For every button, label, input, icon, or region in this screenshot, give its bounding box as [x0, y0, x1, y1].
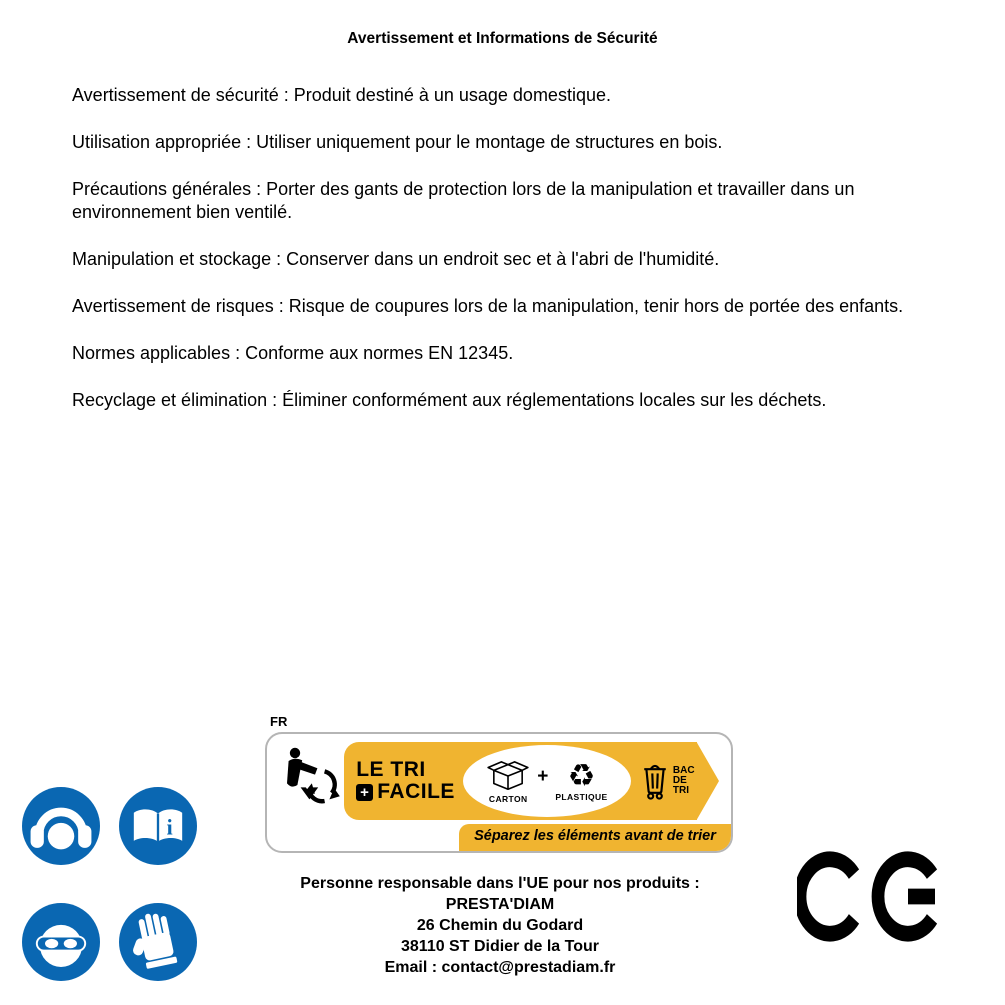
paragraph-appropriate-use: Utilisation appropriée : Utiliser uniquement pour le montage de structures en bois. — [72, 132, 723, 152]
carton-label: CARTON — [488, 793, 528, 804]
recycling-triangle-icon: ♻ — [567, 757, 596, 794]
tri-yellow-band — [344, 742, 696, 820]
tri-banner-box — [265, 732, 733, 853]
bin-word-tri: TRI — [672, 785, 690, 796]
safety-paragraphs — [72, 84, 934, 436]
wear-eye-protection-icon — [22, 903, 100, 981]
carton-material — [486, 759, 530, 804]
safety-pictogram-grid — [22, 787, 197, 981]
address-line-2: 38110 ST Didier de la Tour — [401, 938, 599, 955]
responsible-person-block — [230, 873, 770, 978]
tri-headline-facile: FACILE — [377, 780, 455, 803]
address-line-1: 26 Chemin du Godard — [416, 917, 584, 934]
plus-icon: + — [356, 784, 373, 801]
sorting-instruction: Séparez les éléments avant de trier — [459, 824, 731, 851]
paragraph-safety-warning: Avertissement de sécurité : Produit destiné à un usage domestique. — [72, 85, 611, 105]
country-code-label: FR — [270, 714, 288, 729]
plastique-label: PLASTIQUE — [555, 791, 608, 802]
company-name: PRESTA'DIAM — [445, 896, 555, 913]
tri-banner-row — [267, 734, 731, 822]
tri-headline-line2 — [356, 781, 455, 803]
banner-arrow-tip — [697, 742, 719, 820]
recycling-info-banner — [265, 714, 733, 853]
materials-oval — [463, 745, 631, 817]
wear-ear-protection-icon — [22, 787, 100, 865]
ce-marking-icon — [797, 850, 944, 943]
plus-icon: + — [537, 766, 549, 787]
bin-word-bac: BAC — [672, 765, 695, 776]
paragraph-recycling: Recyclage et élimination : Éliminer conformément aux réglementations locales sur les déchets. — [72, 390, 827, 410]
trash-bin-icon — [641, 761, 669, 801]
svg-text:i: i — [166, 815, 173, 840]
tri-headline-line1: LE TRI — [356, 758, 426, 781]
paragraph-general-precautions: Précautions générales : Porter des gants de protection lors de la manipulation et travailler dans un environnement bien ventilé. — [72, 179, 855, 222]
bin-words — [673, 766, 695, 796]
responsible-heading: Personne responsable dans l'UE pour nos produits : — [300, 875, 700, 892]
read-instruction-manual-icon — [119, 787, 197, 865]
paragraph-handling-storage: Manipulation et stockage : Conserver dans un endroit sec et à l'abri de l'humidité. — [72, 249, 720, 269]
carton-box-icon — [486, 759, 530, 793]
paragraph-risk-warning: Avertissement de risques : Risque de coupures lors de la manipulation, tenir hors de portée des enfants. — [72, 296, 904, 316]
wear-protective-gloves-icon — [119, 903, 197, 981]
page-title: Avertissement et Informations de Sécurité — [347, 30, 658, 47]
paragraph-standards: Normes applicables : Conforme aux normes EN 12345. — [72, 343, 514, 363]
triman-logo-icon — [277, 744, 344, 818]
sorting-bin-block — [631, 761, 697, 801]
contact-email: Email : contact@prestadiam.fr — [384, 959, 616, 976]
tri-headline — [344, 759, 463, 803]
plastique-material — [555, 757, 608, 802]
bin-word-de: DE — [672, 775, 687, 786]
